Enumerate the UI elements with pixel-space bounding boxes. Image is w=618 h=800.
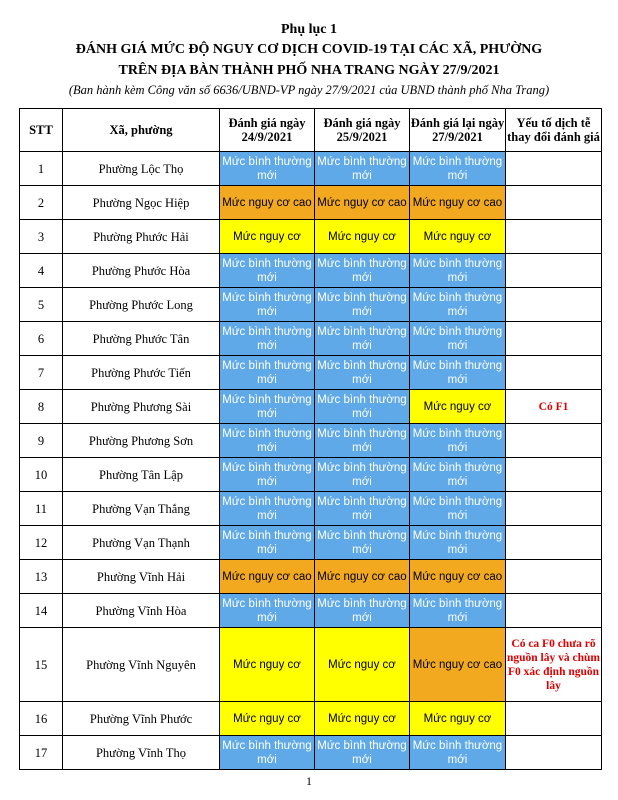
row-ward-name: Phường Phước Long [63,288,220,322]
row-ward-name: Phường Lộc Thọ [63,152,220,186]
risk-level-cell-d1: Mức bình thường mới [220,356,315,390]
table-row [20,594,602,628]
risk-level-cell-d2: Mức bình thường mới [315,152,410,186]
risk-level-cell-d3: Mức bình thường mới [410,736,506,770]
risk-level-cell-d2: Mức bình thường mới [315,736,410,770]
row-stt: 16 [20,702,63,736]
row-ward-name: Phường Vĩnh Nguyên [63,628,220,702]
row-stt: 15 [20,628,63,702]
risk-level-cell-d3: Mức nguy cơ [410,390,506,424]
row-ward-name: Phường Phước Hải [63,220,220,254]
row-epidemiological-factor [506,458,602,492]
row-ward-name: Phường Phương Sơn [63,424,220,458]
table-row [20,424,602,458]
row-ward-name: Phường Phước Hòa [63,254,220,288]
risk-level-cell-d2: Mức bình thường mới [315,288,410,322]
risk-level-cell-d3: Mức bình thường mới [410,288,506,322]
risk-level-cell-d3: Mức bình thường mới [410,458,506,492]
risk-level-cell-d3: Mức nguy cơ [410,702,506,736]
risk-level-cell-d2: Mức bình thường mới [315,356,410,390]
risk-level-cell-d2: Mức bình thường mới [315,492,410,526]
row-ward-name: Phường Vạn Thắng [63,492,220,526]
table-row [20,702,602,736]
row-stt: 3 [20,220,63,254]
row-ward-name: Phường Phước Tân [63,322,220,356]
row-epidemiological-factor [506,220,602,254]
page-number: 1 [306,774,312,788]
risk-level-cell-d3: Mức bình thường mới [410,254,506,288]
col-header-factor: Yếu tố dịch tễ thay đổi đánh giá [506,109,602,152]
risk-level-cell-d2: Mức nguy cơ [315,702,410,736]
risk-level-cell-d1: Mức bình thường mới [220,736,315,770]
row-stt: 9 [20,424,63,458]
table-header-row [20,109,602,152]
col-header-ward: Xã, phường [63,109,220,152]
table-row [20,390,602,424]
row-stt: 13 [20,560,63,594]
appendix-label: Phụ lục 1 [280,22,337,37]
risk-level-cell-d2: Mức bình thường mới [315,526,410,560]
risk-level-cell-d1: Mức bình thường mới [220,526,315,560]
row-epidemiological-factor [506,560,602,594]
table-row [20,254,602,288]
risk-level-cell-d2: Mức nguy cơ cao [315,186,410,220]
row-ward-name: Phường Vĩnh Thọ [63,736,220,770]
row-stt: 6 [20,322,63,356]
row-epidemiological-factor [506,424,602,458]
row-ward-name: Phường Ngọc Hiệp [63,186,220,220]
risk-level-cell-d1: Mức nguy cơ [220,628,315,702]
row-stt: 14 [20,594,63,628]
risk-level-cell-d1: Mức nguy cơ [220,702,315,736]
document-title-line1: ĐÁNH GIÁ MỨC ĐỘ NGUY CƠ DỊCH COVID-19 TẠI CÁC XÃ, PHƯỜNG [75,42,543,57]
table-row [20,322,602,356]
risk-level-cell-d2: Mức bình thường mới [315,254,410,288]
risk-level-cell-d3: Mức bình thường mới [410,492,506,526]
col-header-date-27: Đánh giá lại ngày 27/9/2021 [410,109,506,152]
risk-level-cell-d1: Mức bình thường mới [220,322,315,356]
table-row [20,560,602,594]
risk-level-cell-d2: Mức bình thường mới [315,424,410,458]
row-stt: 2 [20,186,63,220]
risk-level-cell-d1: Mức bình thường mới [220,390,315,424]
row-epidemiological-factor [506,186,602,220]
row-epidemiological-factor [506,288,602,322]
col-header-date-25: Đánh giá ngày 25/9/2021 [315,109,410,152]
row-stt: 4 [20,254,63,288]
row-ward-name: Phường Vạn Thạnh [63,526,220,560]
row-ward-name: Phường Phương Sài [63,390,220,424]
row-stt: 1 [20,152,63,186]
risk-level-cell-d3: Mức bình thường mới [410,594,506,628]
risk-level-cell-d1: Mức bình thường mới [220,458,315,492]
row-epidemiological-factor [506,254,602,288]
table-row [20,220,602,254]
risk-level-cell-d2: Mức nguy cơ [315,628,410,702]
row-epidemiological-factor [506,322,602,356]
row-ward-name: Phường Tân Lập [63,458,220,492]
risk-level-cell-d3: Mức bình thường mới [410,424,506,458]
risk-level-cell-d1: Mức bình thường mới [220,424,315,458]
col-header-date-24: Đánh giá ngày 24/9/2021 [220,109,315,152]
risk-level-cell-d1: Mức nguy cơ cao [220,560,315,594]
risk-level-cell-d3: Mức bình thường mới [410,356,506,390]
table-row [20,152,602,186]
risk-level-cell-d3: Mức nguy cơ [410,220,506,254]
row-epidemiological-factor [506,152,602,186]
row-stt: 12 [20,526,63,560]
risk-level-cell-d2: Mức nguy cơ cao [315,560,410,594]
row-ward-name: Phường Vĩnh Hòa [63,594,220,628]
row-stt: 8 [20,390,63,424]
row-ward-name: Phường Phước Tiến [63,356,220,390]
risk-level-cell-d1: Mức nguy cơ [220,220,315,254]
row-ward-name: Phường Vĩnh Hải [63,560,220,594]
document-subtitle: (Ban hành kèm Công văn số 6636/UBND-VP ngày 27/9/2021 của UBND thành phố Nha Trang) [68,83,550,97]
risk-level-cell-d3: Mức bình thường mới [410,322,506,356]
risk-level-cell-d2: Mức bình thường mới [315,594,410,628]
table-row [20,492,602,526]
risk-level-cell-d3: Mức nguy cơ cao [410,560,506,594]
risk-level-cell-d2: Mức bình thường mới [315,322,410,356]
table-row [20,186,602,220]
row-stt: 7 [20,356,63,390]
table-row [20,736,602,770]
risk-level-cell-d2: Mức bình thường mới [315,458,410,492]
document-title-line2: TRÊN ĐỊA BÀN THÀNH PHỐ NHA TRANG NGÀY 27/9/2021 [118,63,500,78]
table-row [20,526,602,560]
risk-level-cell-d2: Mức nguy cơ [315,220,410,254]
risk-level-cell-d1: Mức bình thường mới [220,152,315,186]
col-header-stt: STT [20,109,63,152]
risk-level-cell-d1: Mức bình thường mới [220,288,315,322]
row-epidemiological-factor [506,702,602,736]
risk-level-cell-d3: Mức bình thường mới [410,526,506,560]
row-stt: 10 [20,458,63,492]
table-row [20,356,602,390]
row-stt: 5 [20,288,63,322]
risk-assessment-table [19,108,602,770]
row-epidemiological-factor [506,594,602,628]
table-row [20,288,602,322]
row-epidemiological-factor: Có F1 [506,390,602,424]
table-row [20,628,602,702]
risk-level-cell-d3: Mức nguy cơ cao [410,186,506,220]
row-epidemiological-factor [506,736,602,770]
row-epidemiological-factor [506,526,602,560]
risk-level-cell-d1: Mức bình thường mới [220,492,315,526]
row-epidemiological-factor [506,492,602,526]
row-epidemiological-factor: Có ca F0 chưa rõ nguồn lây và chùm F0 xác định nguồn lây [506,628,602,702]
row-stt: 11 [20,492,63,526]
risk-level-cell-d1: Mức bình thường mới [220,594,315,628]
row-stt: 17 [20,736,63,770]
risk-level-cell-d3: Mức nguy cơ cao [410,628,506,702]
risk-level-cell-d2: Mức bình thường mới [315,390,410,424]
row-ward-name: Phường Vĩnh Phước [63,702,220,736]
risk-level-cell-d1: Mức nguy cơ cao [220,186,315,220]
row-epidemiological-factor [506,356,602,390]
risk-level-cell-d1: Mức bình thường mới [220,254,315,288]
risk-level-cell-d3: Mức bình thường mới [410,152,506,186]
table-row [20,458,602,492]
